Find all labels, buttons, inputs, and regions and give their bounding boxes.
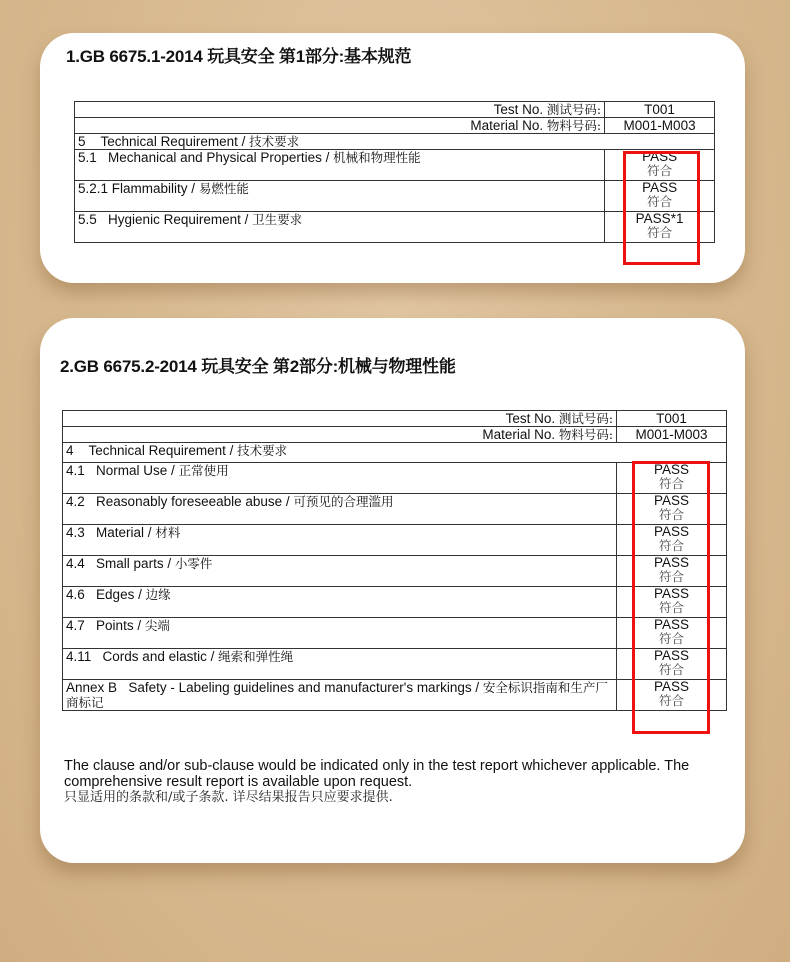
clause-num: Annex B [66,680,118,695]
clause-label-zh: 小零件 [174,556,213,571]
table-row [63,649,727,680]
pass-highlight-box [623,151,700,265]
result-pass: PASS*1 [635,211,684,226]
material-no-label: Material No. [470,118,544,133]
result-pass: PASS [654,524,690,539]
result-conform: 符合 [659,662,685,677]
result-conform: 符合 [659,693,685,708]
clause-label-zh: 机械和物理性能 [333,150,421,165]
footnote-en: The clause and/or sub-clause would be indicated only in the test report whichever applicable. The comprehensive result report is available upon request. [64,758,690,790]
material-no-label-zh: 物料号码: [546,118,602,133]
result-conform: 符合 [647,163,673,178]
clause-label-zh: 绳索和弹性绳 [218,649,294,664]
result-table [62,410,727,711]
clause-label-zh: 安全标识指南和生产厂商标记 [66,680,608,710]
clause-label: Small parts / [96,556,175,571]
header-row-material-no [75,118,715,134]
table-row [63,587,727,618]
clause-num: 4.11 [66,649,92,664]
table-row [63,618,727,649]
material-no-label: Material No. [482,427,556,442]
clause-label: Material / [96,525,156,540]
result-conform: 符合 [659,569,685,584]
card-title: 2.GB 6675.2-2014 玩具安全 第2部分:机械与物理性能 [60,357,456,376]
clause-num: 4.3 [66,525,85,540]
clause-label-zh: 卫生要求 [252,212,303,227]
header-row-material-no [63,427,727,443]
footnote-zh: 只显适用的条款和/或子条款. 详尽结果报告只应要求提供. [64,790,393,805]
section-label: Technical Requirement / [88,443,238,458]
table-row [63,463,727,494]
clause-label-zh: 尖端 [144,618,170,633]
pass-highlight-box [632,461,710,734]
material-no-value: M001-M003 [605,118,715,134]
result-pass: PASS [654,493,690,508]
clause-label: Safety - Labeling guidelines and manufacturer's markings / [128,680,483,695]
result-pass: PASS [654,648,690,663]
clause-num: 4.2 [66,494,85,509]
result-conform: 符合 [647,194,673,209]
table-row [75,212,715,243]
result-conform: 符合 [659,600,685,615]
clause-num: 4.7 [66,618,85,633]
result-pass: PASS [654,586,690,601]
table-row [63,680,727,711]
test-no-value: T001 [617,411,727,427]
result-pass: PASS [654,679,690,694]
material-no-value: M001-M003 [617,427,727,443]
standard-card-gb6675-2 [40,318,745,863]
standard-card-gb6675-1 [40,33,745,283]
header-row-test-no [75,102,715,118]
result-conform: 符合 [647,225,673,240]
footnote [64,758,724,806]
material-no-label-zh: 物料号码: [558,427,614,442]
test-no-value: T001 [605,102,715,118]
test-no-label: Test No. [505,411,556,426]
section-label-zh: 技术要求 [249,134,300,149]
table-row [63,494,727,525]
clause-num: 4.1 [66,463,85,478]
clause-label-zh: 正常使用 [178,463,229,478]
result-conform: 符合 [659,507,685,522]
table-row [75,150,715,181]
result-pass: PASS [654,462,690,477]
clause-label: Hygienic Requirement / [108,212,253,227]
result-conform: 符合 [659,476,685,491]
clause-num: 4.6 [66,587,85,602]
clause-label: Cords and elastic / [102,649,219,664]
section-row [63,443,727,463]
clause-label-zh: 材料 [155,525,181,540]
clause-label: Reasonably foreseeable abuse / [96,494,294,509]
section-num: 4 [66,443,74,458]
section-num: 5 [78,134,86,149]
result-pass: PASS [642,149,678,164]
result-conform: 符合 [659,631,685,646]
result-pass: PASS [654,555,690,570]
result-pass: PASS [654,617,690,632]
clause-label-zh: 易燃性能 [198,181,249,196]
card-title: 1.GB 6675.1-2014 玩具安全 第1部分:基本规范 [66,47,412,66]
clause-label: Flammability / [111,181,199,196]
clause-num: 5.5 [78,212,97,227]
clause-label: Normal Use / [96,463,179,478]
result-pass: PASS [642,180,678,195]
clause-num: 4.4 [66,556,85,571]
clause-label: Points / [96,618,145,633]
clause-label-zh: 可预见的合理滥用 [293,494,394,509]
section-label: Technical Requirement / [100,134,250,149]
result-conform: 符合 [659,538,685,553]
test-no-label: Test No. [493,102,544,117]
clause-label: Mechanical and Physical Properties / [108,150,334,165]
clause-label: Edges / [96,587,146,602]
table-row [63,525,727,556]
result-table [74,101,715,243]
table-row [63,556,727,587]
clause-label-zh: 边缘 [145,587,171,602]
section-label-zh: 技术要求 [237,443,288,458]
test-no-label-zh: 测试号码: [546,102,602,117]
section-row [75,134,715,150]
clause-num: 5.2.1 [78,181,109,196]
clause-num: 5.1 [78,150,97,165]
header-row-test-no [63,411,727,427]
test-no-label-zh: 测试号码: [558,411,614,426]
table-row [75,181,715,212]
